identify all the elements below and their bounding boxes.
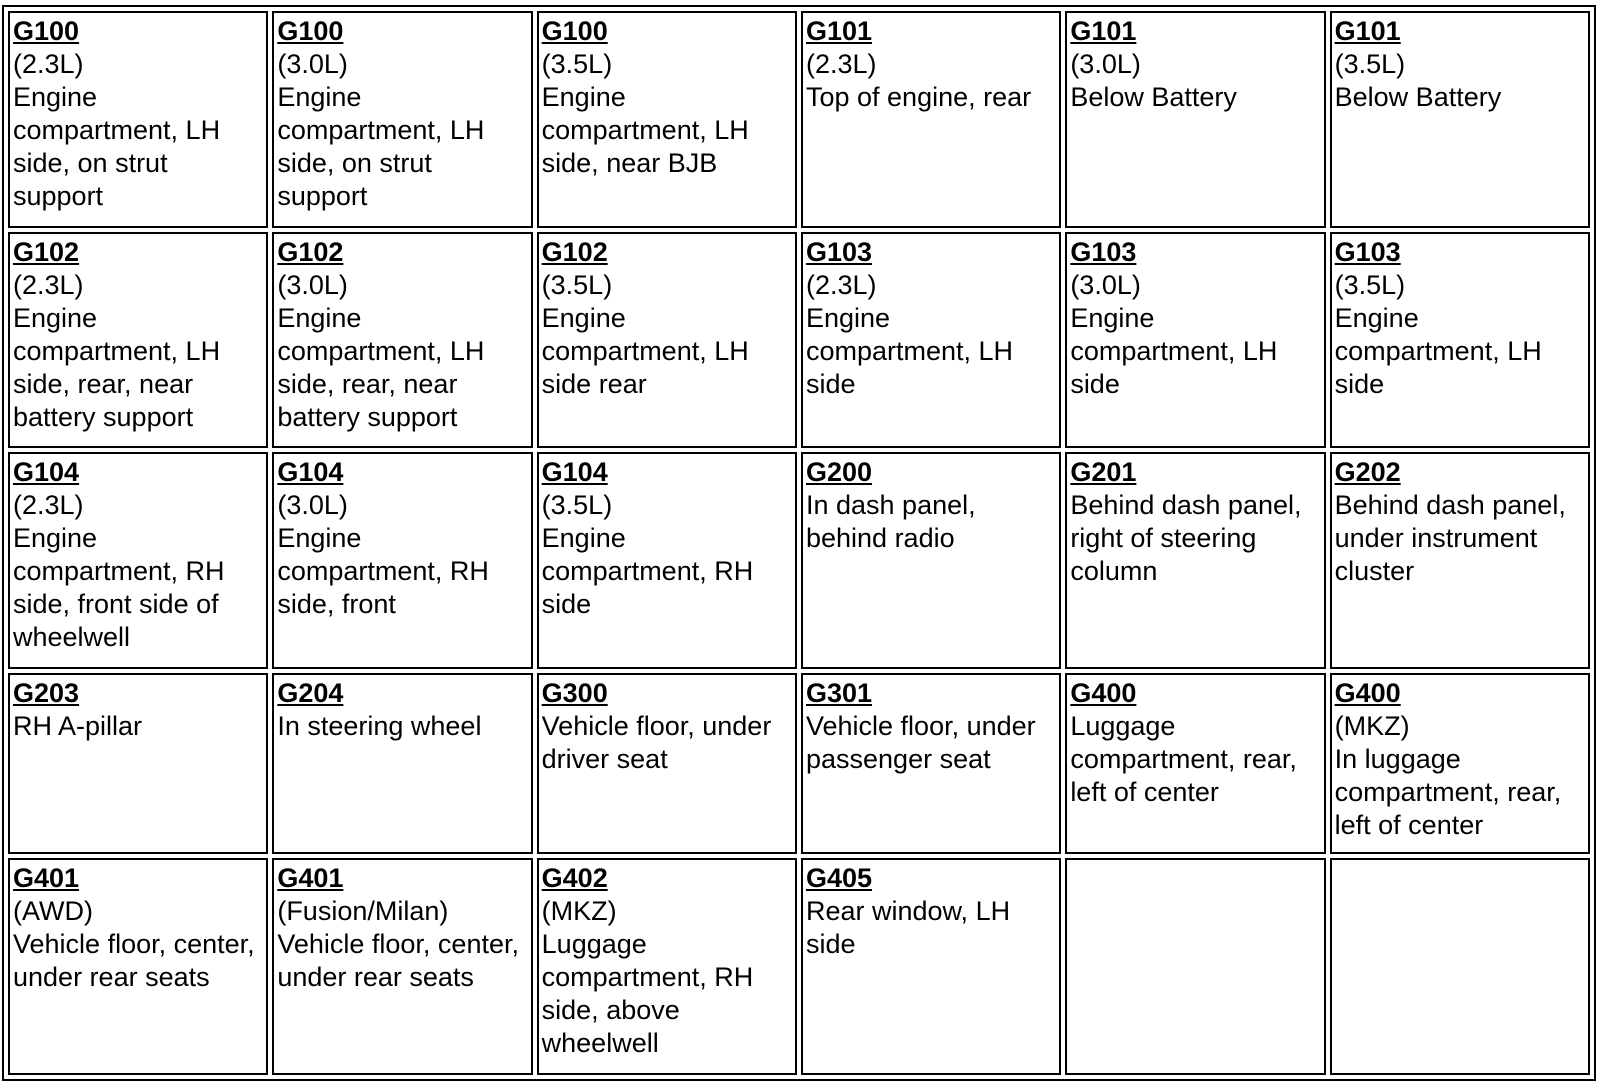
ground-variant: (3.0L) <box>1070 269 1141 300</box>
ground-location: Engine compartment, LH side <box>1334 302 1542 399</box>
ground-variant: (3.0L) <box>277 490 348 521</box>
ground-cell <box>8 11 268 228</box>
ground-location: Vehicle floor, center, under rear seats <box>277 929 519 993</box>
ground-id: G102 <box>541 236 608 267</box>
ground-id: G103 <box>1070 236 1137 267</box>
ground-location: Engine compartment, RH side, front side of wheelwell <box>13 523 225 653</box>
ground-location: In luggage compartment, rear, left of center <box>1334 743 1562 840</box>
ground-id: G200 <box>805 457 873 488</box>
table-row <box>8 673 1590 855</box>
ground-variant: (3.5L) <box>541 269 613 300</box>
ground-id: G100 <box>13 16 80 46</box>
ground-cell <box>1065 11 1325 228</box>
ground-location: In dash panel, behind radio <box>805 490 976 554</box>
ground-variant: (3.5L) <box>1334 269 1406 300</box>
ground-location: RH A-pillar <box>13 710 143 741</box>
ground-id: G400 <box>1070 677 1137 708</box>
ground-variant: (2.3L) <box>13 269 84 300</box>
ground-id: G104 <box>13 457 80 488</box>
ground-cell <box>272 232 532 449</box>
ground-id: G400 <box>1334 677 1401 708</box>
ground-location: Top of engine, rear <box>805 82 1032 112</box>
ground-cell <box>8 673 268 855</box>
ground-location: Engine compartment, LH side, near BJB <box>541 82 749 178</box>
ground-cell <box>537 232 797 449</box>
ground-location: Engine compartment, LH side, on strut support <box>13 82 221 211</box>
ground-id: G100 <box>277 16 344 46</box>
ground-location: Engine compartment, LH side, rear, near battery support <box>13 302 221 432</box>
ground-location: Behind dash panel, right of steering column <box>1070 490 1302 587</box>
ground-id: G202 <box>1334 457 1401 488</box>
table-row <box>8 858 1590 1075</box>
ground-locations-grid <box>4 7 1594 1079</box>
ground-location: Engine compartment, LH side <box>1070 302 1278 399</box>
ground-variant: (MKZ) <box>541 896 617 927</box>
ground-location: Luggage compartment, RH side, above wheelwell <box>541 929 754 1059</box>
ground-id: G103 <box>1334 236 1401 267</box>
ground-location: Engine compartment, RH side, front <box>277 523 489 620</box>
ground-location: Below Battery <box>1070 82 1237 112</box>
ground-location: Vehicle floor, under passenger seat <box>805 710 1036 774</box>
ground-cell <box>1330 673 1590 855</box>
ground-variant: (2.3L) <box>805 49 877 79</box>
ground-location: Engine compartment, LH side, on strut support <box>277 82 485 211</box>
ground-id: G204 <box>277 677 344 708</box>
ground-cell <box>801 11 1061 228</box>
ground-location: Engine compartment, LH side <box>805 302 1014 399</box>
ground-id: G201 <box>1070 457 1137 488</box>
table-row <box>8 452 1590 669</box>
ground-cell <box>272 673 532 855</box>
ground-cell <box>1065 452 1325 669</box>
ground-cell <box>1330 858 1590 1075</box>
ground-location: Engine compartment, LH side, rear, near battery support <box>277 302 485 432</box>
ground-id: G405 <box>805 863 873 894</box>
ground-variant: (3.0L) <box>277 269 348 300</box>
ground-cell <box>537 673 797 855</box>
ground-cell <box>272 858 532 1075</box>
ground-cell <box>272 11 532 228</box>
ground-cell <box>1065 673 1325 855</box>
ground-variant: (3.0L) <box>1070 49 1141 79</box>
ground-location: Below Battery <box>1334 82 1502 112</box>
ground-cell <box>1330 452 1590 669</box>
ground-cell <box>1330 11 1590 228</box>
ground-id: G300 <box>541 677 608 708</box>
ground-location: Rear window, LH side <box>805 896 1011 960</box>
ground-id: G101 <box>1070 16 1137 46</box>
table-row <box>8 232 1590 449</box>
ground-cell <box>272 452 532 669</box>
ground-variant: (AWD) <box>13 896 93 927</box>
ground-cell <box>1065 232 1325 449</box>
ground-id: G100 <box>541 16 608 46</box>
ground-id: G402 <box>541 863 608 894</box>
ground-variant: (3.5L) <box>541 490 613 521</box>
ground-id: G102 <box>277 236 344 267</box>
ground-variant: (2.3L) <box>13 49 84 79</box>
ground-variant: (2.3L) <box>805 269 877 300</box>
ground-cell <box>537 11 797 228</box>
ground-variant: (2.3L) <box>13 490 84 521</box>
ground-cell <box>537 858 797 1075</box>
ground-id: G401 <box>13 863 80 894</box>
ground-id: G401 <box>277 863 344 894</box>
ground-cell <box>537 452 797 669</box>
ground-location: Behind dash panel, under instrument cluster <box>1334 490 1566 587</box>
ground-locations-table <box>2 5 1596 1081</box>
ground-id: G103 <box>805 236 873 267</box>
ground-variant: (3.5L) <box>541 49 613 79</box>
ground-id: G104 <box>277 457 344 488</box>
ground-cell <box>801 673 1061 855</box>
ground-cell <box>8 858 268 1075</box>
table-row <box>8 11 1590 228</box>
ground-cell <box>801 452 1061 669</box>
ground-location: Engine compartment, LH side rear <box>541 302 749 399</box>
ground-location: Engine compartment, RH side <box>541 523 754 620</box>
ground-cell <box>801 858 1061 1075</box>
ground-id: G203 <box>13 677 80 708</box>
ground-cell <box>1065 858 1325 1075</box>
ground-location: Vehicle floor, center, under rear seats <box>13 929 255 993</box>
ground-id: G104 <box>541 457 608 488</box>
ground-location: Vehicle floor, under driver seat <box>541 710 772 774</box>
ground-id: G301 <box>805 677 873 708</box>
ground-cell <box>801 232 1061 449</box>
ground-id: G101 <box>805 16 873 46</box>
ground-variant: (3.0L) <box>277 49 348 79</box>
ground-location: In steering wheel <box>277 710 482 741</box>
ground-table-body <box>8 11 1590 1075</box>
ground-variant: (MKZ) <box>1334 710 1410 741</box>
ground-location: Luggage compartment, rear, left of center <box>1070 710 1297 807</box>
ground-id: G101 <box>1334 16 1401 46</box>
ground-cell <box>8 452 268 669</box>
ground-cell <box>1330 232 1590 449</box>
ground-variant: (Fusion/Milan) <box>277 896 449 927</box>
ground-id: G102 <box>13 236 80 267</box>
ground-cell <box>8 232 268 449</box>
ground-variant: (3.5L) <box>1334 49 1406 79</box>
